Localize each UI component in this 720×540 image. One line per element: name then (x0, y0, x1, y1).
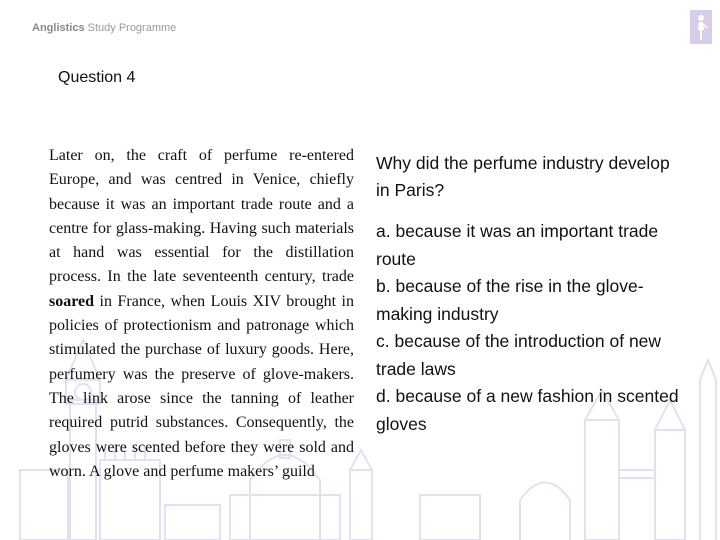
passage-text-part2: in France, when Louis XIV brought in policies of protectionism and patronage which stimulated the purchase of luxury goods. Here, perfumery was the preserve of glove-makers. The link arose since the tanning of leather required putrid substances. Consequently, the gloves were scented before they were sold and worn. A glove and perfume makers’ guild (49, 292, 354, 480)
answer-option-a[interactable]: a. because it was an important trade route (376, 221, 659, 269)
programme-header (32, 22, 176, 34)
answer-option-b[interactable]: b. because of the rise in the glove-making industry (376, 276, 644, 324)
question-text: Why did the perfume industry develop in Paris? (376, 153, 670, 200)
answer-options (376, 218, 681, 438)
passage-bold-word: soared (49, 292, 95, 310)
answer-option-d[interactable]: d. because of a new fashion in scented gloves (376, 386, 679, 434)
figure-logo-icon (690, 10, 712, 44)
answer-option-c[interactable]: c. because of the introduction of new trade laws (376, 331, 662, 379)
reading-passage (49, 144, 354, 484)
question-title: Question 4 (58, 69, 136, 86)
programme-name-rest: Study Programme (84, 22, 177, 34)
passage-text-part1: Later on, the craft of perfume re-entered Europe, and was centred in Venice, chiefly because it was an important trade route and a centre for glass-making. Having such materials at hand was essential for the distillation process. In the late seventeenth century, trade (49, 147, 354, 286)
programme-name-bold: Anglistics (32, 22, 85, 34)
